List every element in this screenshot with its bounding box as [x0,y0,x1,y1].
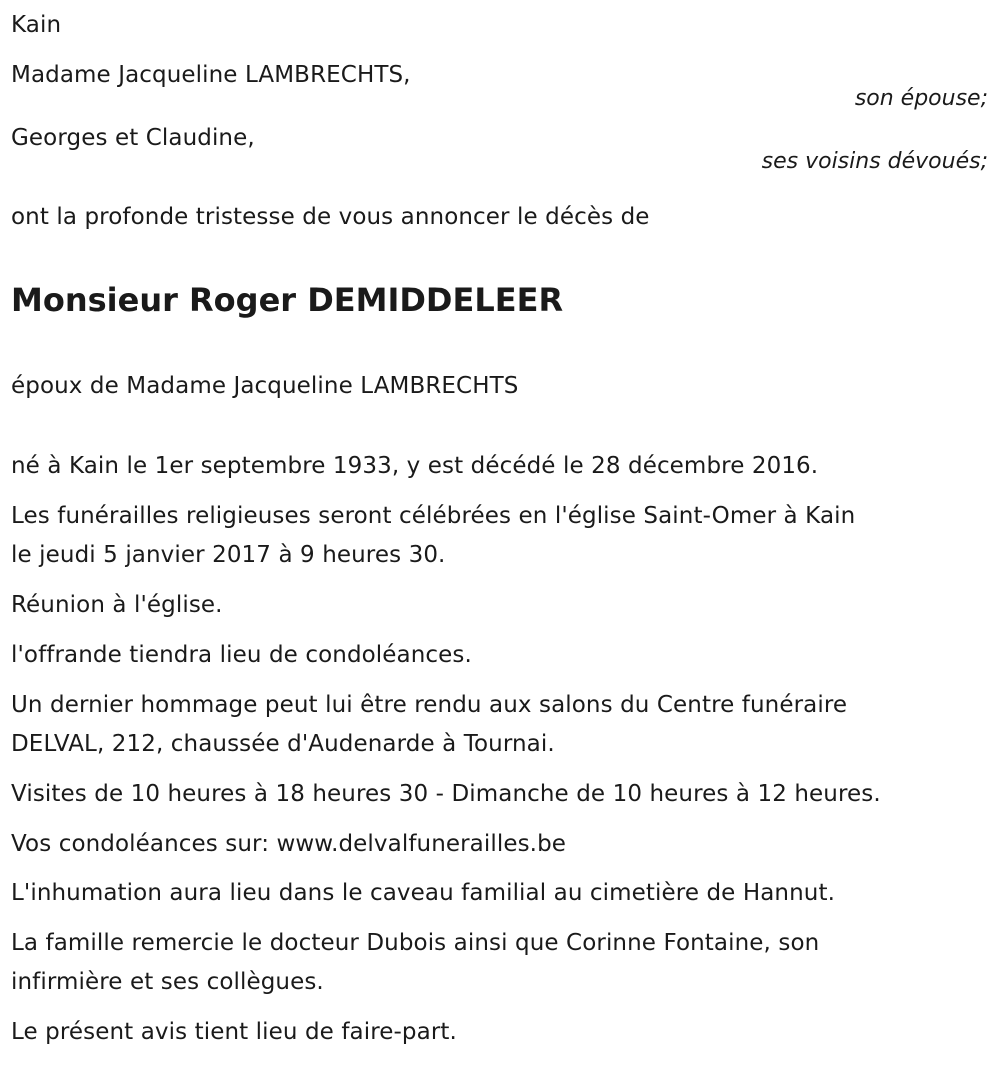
thanks-line: infirmière et ses collègues. [11,969,324,995]
tribute-line: DELVAL, 212, chaussée d'Audenarde à Tournai. [11,731,555,757]
announcement-text: ont la profonde tristesse de vous annoncer le décès de [11,204,650,230]
funeral-line: Les funérailles religieuses seront célébrées en l'église Saint-Omer à Kain [11,503,856,529]
family-member-relation: son épouse; [854,86,988,111]
deceased-name: Monsieur Roger DEMIDDELEER [11,281,564,319]
thanks-line: La famille remercie le docteur Dubois ainsi que Corinne Fontaine, son [11,930,820,956]
visits-line: Visites de 10 heures à 18 heures 30 - Dimanche de 10 heures à 12 heures. [11,781,881,807]
condolences-line: Vos condoléances sur: www.delvalfunerailles.be [11,831,567,857]
family-member-relation: ses voisins dévoués; [761,149,988,174]
spouse-line: époux de Madame Jacqueline LAMBRECHTS [11,373,519,399]
birth-death-line: né à Kain le 1er septembre 1933, y est décédé le 28 décembre 2016. [11,453,819,479]
family-member-name: Georges et Claudine, [11,125,255,151]
meeting-line: Réunion à l'église. [11,592,223,618]
burial-line: L'inhumation aura lieu dans le caveau familial au cimetière de Hannut. [11,880,835,906]
closing-line: Le présent avis tient lieu de faire-part. [11,1019,457,1045]
offering-line: l'offrande tiendra lieu de condoléances. [11,642,472,668]
funeral-line: le jeudi 5 janvier 2017 à 9 heures 30. [11,542,446,568]
place-name: Kain [11,12,62,38]
family-member-name: Madame Jacqueline LAMBRECHTS, [11,62,411,88]
tribute-line: Un dernier hommage peut lui être rendu aux salons du Centre funéraire [11,692,848,718]
